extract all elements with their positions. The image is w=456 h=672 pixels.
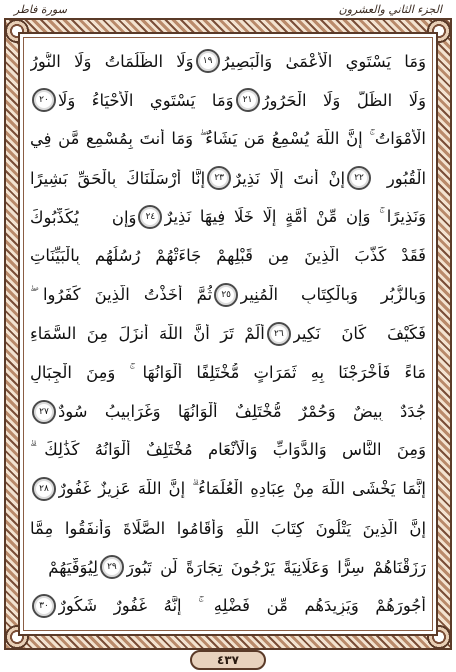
ayah-marker: ٢٠: [32, 88, 56, 112]
line-text: الْقُبُورِ: [386, 168, 426, 188]
ayah-marker: ٢٢: [347, 166, 371, 190]
verse-text-area: [30, 42, 426, 626]
line-text: جُدَدٌ بِيضٌ وَحُمْرٌ مُّخْتَلِفٌ أَلْوَانُهَا وَغَرَابِيبُ سُودٌ: [58, 402, 426, 422]
ayah-marker: ٢٣: [207, 166, 231, 190]
text-line-11: [30, 431, 426, 470]
page-number: ٤٣٧: [217, 653, 239, 667]
ayah-marker: ٢٦: [267, 322, 291, 346]
ayah-marker: ٢١: [236, 88, 260, 112]
ayah-marker: ٢٥: [214, 283, 238, 307]
line-text: وَمِنَ النَّاسِ وَالدَّوَابِّ وَالْأَنْعَامِ مُخْتَلِفٌ أَلْوَانُهُ كَذَٰلِكَ ۗ: [30, 440, 426, 460]
ayah-marker: ٣٠: [32, 594, 56, 618]
line-text: رَزَقْنَاهُمْ سِرًّا وَعَلَانِيَةً يَرْجُونَ تِجَارَةً لَّن تَبُورَ: [125, 557, 426, 577]
text-line-3: [30, 120, 426, 159]
text-line-13: [30, 509, 426, 548]
line-text: إِنَّمَا يَخْشَى اللَّهَ مِنْ عِبَادِهِ الْعُلَمَاءُ ۗ إِنَّ اللَّهَ عَزِيزٌ غَفُورٌ: [58, 479, 426, 499]
line-text: إِنَّ الَّذِينَ يَتْلُونَ كِتَابَ اللَّهِ وَأَقَامُوا الصَّلَاةَ وَأَنفَقُوا مِمَّا: [30, 518, 426, 538]
text-line-10: [30, 392, 426, 431]
text-line-2: [30, 81, 426, 120]
text-line-7: [30, 275, 426, 314]
line-text: وَلَا الظِّلُّ وَلَا الْحَرُورُ: [261, 90, 426, 110]
text-line-14: [30, 548, 426, 587]
ayah-marker: ٢٨: [32, 477, 56, 501]
ayah-marker: ١٩: [196, 49, 220, 73]
text-line-1: [30, 42, 426, 81]
page-number-badge: [190, 650, 266, 670]
ayah-marker: ٢٩: [100, 555, 124, 579]
line-text: ثُمَّ أَخَذْتُ الَّذِينَ كَفَرُوا ۖ: [30, 284, 213, 304]
text-line-6: [30, 237, 426, 276]
line-text: أَلَمْ تَرَ أَنَّ اللَّهَ أَنزَلَ مِنَ السَّمَاءِ: [30, 324, 265, 344]
line-text: وَإِن يُكَذِّبُوكَ: [30, 207, 137, 227]
text-line-12: [30, 470, 426, 509]
line-text: وَلَا الظُّلُمَاتُ وَلَا النُّورُ: [30, 51, 194, 71]
text-line-4: [30, 159, 426, 198]
line-text: أُجُورَهُمْ وَيَزِيدَهُم مِّن فَضْلِهِ ۚ إِنَّهُ غَفُورٌ شَكُورٌ: [58, 596, 426, 616]
line-text: فَقَدْ كَذَّبَ الَّذِينَ مِن قَبْلِهِمْ جَاءَتْهُمْ رُسُلُهُم بِالْبَيِّنَاتِ: [30, 246, 426, 266]
ayah-marker: ٢٤: [138, 205, 162, 229]
text-line-9: [30, 353, 426, 392]
text-line-15: [30, 587, 426, 626]
page-header: [0, 0, 456, 18]
text-line-8: [30, 314, 426, 353]
line-text: وَنَذِيرًا ۚ وَإِن مِّنْ أُمَّةٍ إِلَّا خَلَا فِيهَا نَذِيرٌ: [164, 207, 426, 227]
line-text: إِنْ أَنتَ إِلَّا نَذِيرٌ: [233, 168, 346, 188]
line-text: وَبِالزُّبُرِ وَبِالْكِتَابِ الْمُنِيرِ: [240, 285, 426, 305]
line-text: وَمَا يَسْتَوِي الْأَعْمَىٰ وَالْبَصِيرُ: [221, 51, 426, 71]
ayah-marker: ٢٧: [32, 400, 56, 424]
line-text: مَاءً فَأَخْرَجْنَا بِهِ ثَمَرَاتٍ مُّخْتَلِفًا أَلْوَانُهَا ۚ وَمِنَ الْجِبَالِ: [30, 362, 426, 382]
line-text: الْأَمْوَاتُ ۚ إِنَّ اللَّهَ يُسْمِعُ مَن يَشَاءُ ۖ وَمَا أَنتَ بِمُسْمِعٍ مَّن فِي: [30, 129, 426, 149]
text-line-5: [30, 198, 426, 237]
line-text: إِنَّا أَرْسَلْنَاكَ بِالْحَقِّ بَشِيرًا: [30, 168, 206, 188]
juz-label: الجزء الثاني والعشرون: [338, 2, 442, 16]
surah-label: سورة فاطر: [14, 2, 67, 16]
line-text: فَكَيْفَ كَانَ نَكِيرِ: [292, 324, 426, 344]
line-text: لِيُوَفِّيَهُمْ: [48, 557, 98, 577]
line-text: وَمَا يَسْتَوِي الْأَحْيَاءُ وَلَا: [58, 90, 234, 110]
